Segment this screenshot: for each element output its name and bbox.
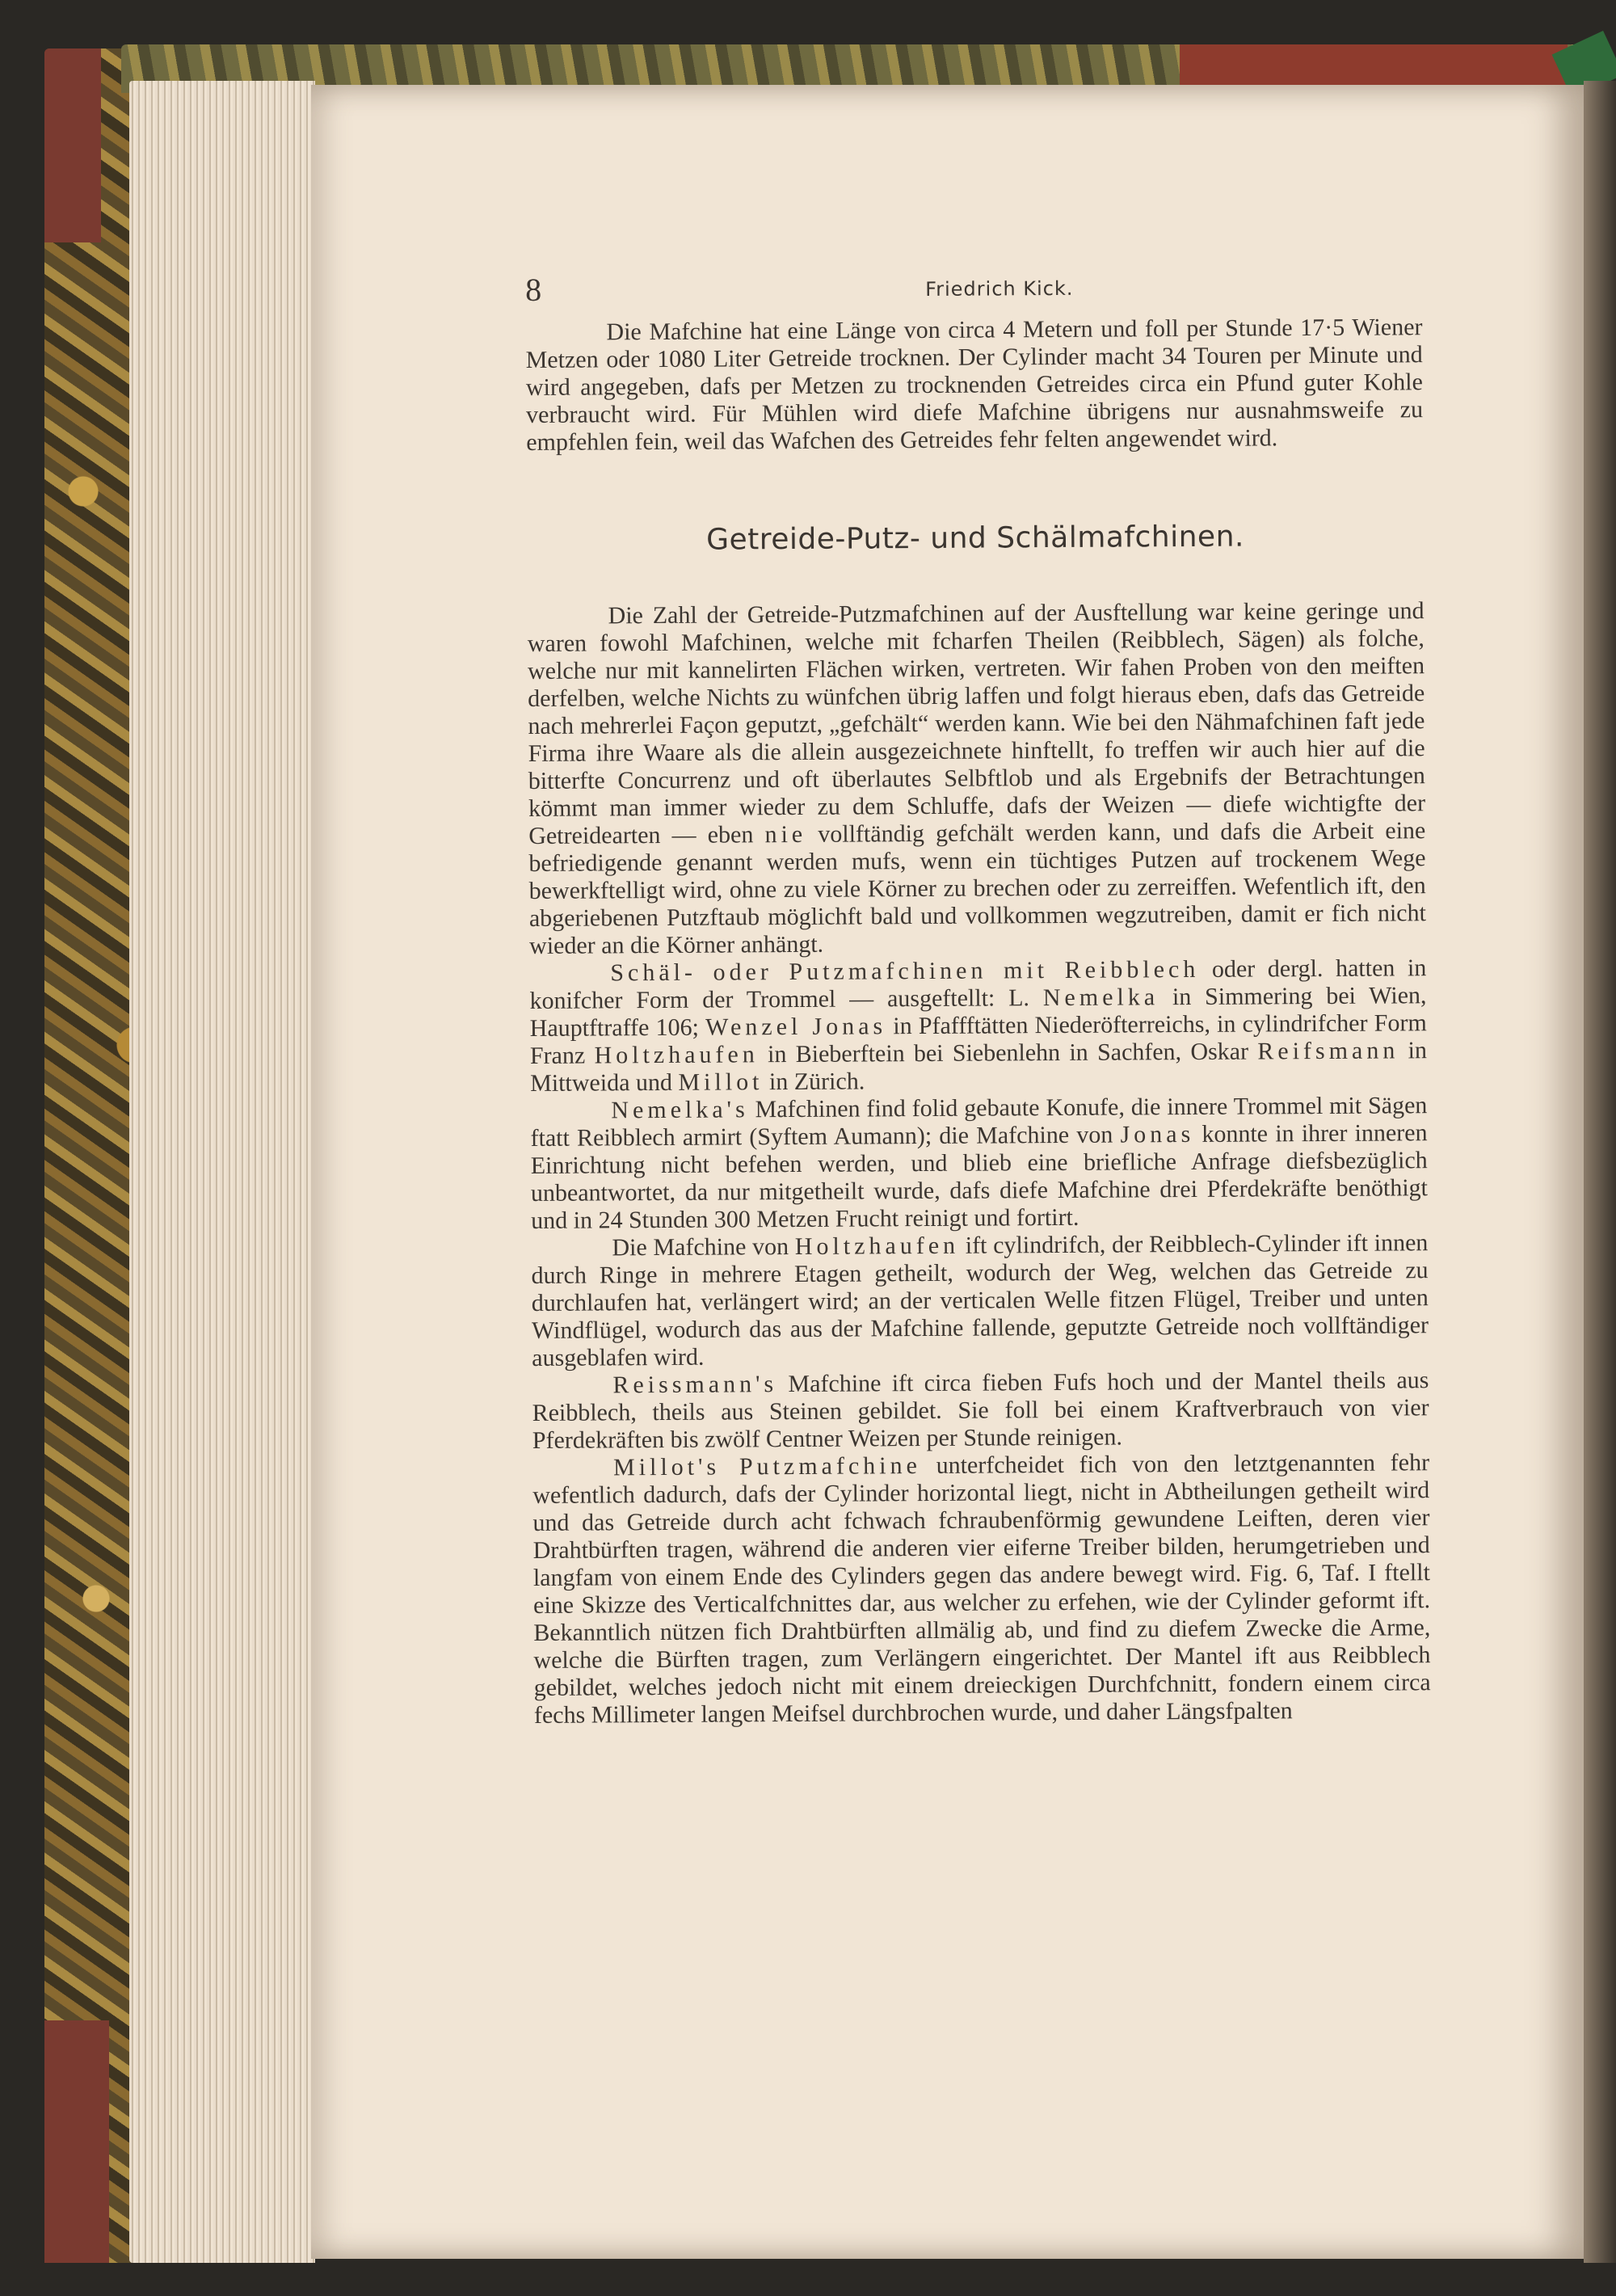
name-nemelka-possessive: Nemelka's bbox=[611, 1096, 749, 1124]
paragraph-2-text-f: in Zürich. bbox=[768, 1068, 865, 1096]
paragraph-2-text-e: in Mittweida und bbox=[530, 1037, 1428, 1097]
paragraph-2-text-d: in Bieberftein bei Siebenlehn in Sachfen, Oskar bbox=[767, 1038, 1249, 1068]
page-header bbox=[525, 265, 1422, 319]
name-millot: Millot bbox=[678, 1068, 764, 1096]
paragraph-3-text-b: konnte in ihrer inneren Einrichtung nicht befehen werden, und blieb eine briefliche Anfrage diefsbezüglich unbeantwortet, da nur mitgetheilt wurde, dafs diefe Mafchine drei Pferdekräfte benöthigt und in 24 Stunden 300 Metzen Frucht reinigt und fortirt. bbox=[530, 1119, 1429, 1234]
paragraph-3 bbox=[530, 1092, 1428, 1235]
book-page bbox=[311, 85, 1584, 2259]
name-reifsmann: Reifsmann bbox=[1257, 1037, 1399, 1065]
name-millot-machine: Millot's Putzmafchine bbox=[612, 1452, 921, 1481]
paragraph-6-text: unterfcheidet fich von den letztgenannten fehr wefentlich dadurch, dafs der Cylinder horizontal liegt, nicht in Abtheilungen getheilt wird und das Getreide durch acht fchwach fchraubenförmig gewundene Leiften, deren vier Drahtbürften tragen, während die anderen vier eiferne Treiber bilden, herumgetrieben und langfam von einem Ende des Cylinders gegen das andere bewegt wird. Fig. 6, Taf. I ftellt eine Skizze des Verticalfchnittes dar, aus welcher zu erfehen, wie der Cylinder geformt ift. Bekanntlich nützen fich Drahtbürften allmälig ab, und find zu diefem Zwecke die Arme, welche die Bürften tragen, zum Verlängern eingerichtet. Der Mantel ift aus Reibblech gebildet, welches jedoch nicht mit einem dreieckigen Durchfchnitt, fondern einem circa fechs Millimeter langen Meifsel durchbrochen wurde, und daher Längsfpalten bbox=[532, 1449, 1431, 1729]
section-title: Getreide-Putz- und Schälmafchinen. bbox=[706, 520, 1245, 557]
page-content bbox=[525, 265, 1431, 1729]
paragraph-1-rest: vollftändig gefchält werden kann, und dafs die Arbeit eine befriedigende genannt werden mufs, wenn ein tüchtiges Putzen auf trockenem Wege bewerkftelligt wird, ohne zu viele Körner zu brechen oder zu zerreiffen. Wefentlich ift, den abgeriebenen Putzftaub möglichft bald und vollkommen wegzutreiben, damit er fich nicht wieder an die Körner anhängt. bbox=[528, 817, 1426, 959]
paragraph-1-text: Die Zahl der Getreide-Putzmafchinen auf der Ausftellung war keine geringe und waren fowohl Mafchinen, welche mit fcharfen Theilen (Reibblech, Sägen) als folche, welche nur mit kannelirten Flächen wirken, vertreten. Wir fahen Proben von den meiften derfelben, welche Nichts zu wünfchen übrig laffen und folgt hieraus eben, dafs das Getreide nach mehrerlei Façon geputzt, „gefchält“ werden kann. Wie bei den Nähmafchinen faft jede Firma ihre Waare als die allein ausgezeichnete hinftellt, fo treffen wir auch hier auf die bitterfte Concurrenz und oft überlautes Selbftlob und als Ergebnifs der Betrachtungen kömmt man immer wieder zu dem Schluffe, dafs der Weizen — diefe wichtigfte der Getreidearten — eben bbox=[527, 597, 1426, 849]
paragraph-2-text-a: oder dergl. hatten in konifcher Form der Trommel — ausgeftellt: L. bbox=[529, 954, 1427, 1014]
leather-corner-bottom bbox=[44, 2020, 109, 2263]
paragraph-6 bbox=[532, 1449, 1431, 1729]
name-reissmann: Reissmann's bbox=[612, 1371, 778, 1399]
name-holtzhausen-2: Holtzhaufen bbox=[794, 1232, 960, 1260]
name-wenzel-jonas: Wenzel Jonas bbox=[705, 1013, 887, 1041]
paragraph-2 bbox=[529, 954, 1427, 1097]
page-number: 8 bbox=[525, 271, 542, 308]
name-holtzhausen: Holtzhaufen bbox=[594, 1041, 759, 1069]
paragraph-3-text-a: Mafchinen find folid gebaute Konufe, die innere Trommel mit Sägen ftatt Reibblech armirt (Syftem Aumann); die Mafchine von bbox=[530, 1092, 1428, 1152]
paragraph-5 bbox=[532, 1367, 1429, 1455]
paragraph-1 bbox=[528, 597, 1427, 960]
intro-paragraph: Die Mafchine hat eine Länge von circa 4 Metern und foll per Stunde 17·5 Wiener Metzen oder 1080 Liter Getreide trocknen. Der Cylinder macht 34 Touren per Minute und wird angegeben, dafs per Metzen zu trocknenden Getreides circa ein Pfund guter Kohle verbraucht wird. Für Mühlen wird diefe Mafchine übrigens nur ausnahmsweife zu empfehlen fein, weil das Wafchen des Getreides fehr felten angewendet wird. bbox=[525, 314, 1424, 456]
name-jonas: Jonas bbox=[1120, 1120, 1195, 1148]
page-stack-edges bbox=[129, 81, 315, 2263]
paragraph-2-text-b: in Simmering bei Wien, Hauptftraffe 106; bbox=[529, 982, 1427, 1042]
emphasis-machines: Schäl- oder Putzmafchinen mit Reibblech bbox=[610, 955, 1200, 987]
gutter-shadow bbox=[1584, 81, 1616, 2263]
paragraph-2-text-c: in Pfaffftätten Niederöfterreichs, in cylindrifcher Form Franz bbox=[529, 1009, 1427, 1069]
leather-corner-top bbox=[44, 48, 101, 242]
running-head: Friedrich Kick. bbox=[925, 276, 1074, 301]
name-nemelka: Nemelka bbox=[1042, 984, 1159, 1012]
paragraph-4-text-a: Die Mafchine von bbox=[612, 1233, 789, 1262]
paragraph-5-text: Mafchine ift circa fieben Fufs hoch und der Mantel theils aus Reibblech, theils aus Steinen gebildet. Sie foll bei einem Kraftverbrauch von vier Pferdekräften bis zwölf Centner Weizen per Stunde reinigen. bbox=[532, 1367, 1429, 1454]
emphasis-nie: nie bbox=[764, 820, 807, 849]
paragraph-4-text-b: ift cylindrifch, der Reibblech-Cylinder ift innen durch Ringe in mehrere Etagen getheilt, wodurch der Weg, welchen das Getreide zu durchlaufen hat, verlängert wird; an der verticalen Welle fitzen Flügel, Treiber und unten Windflügel, wodurch das aus der Mafchine fallende, geputzte Getreide noch vollftändiger ausgeblafen wird. bbox=[531, 1229, 1429, 1371]
paragraph-4 bbox=[531, 1229, 1429, 1372]
